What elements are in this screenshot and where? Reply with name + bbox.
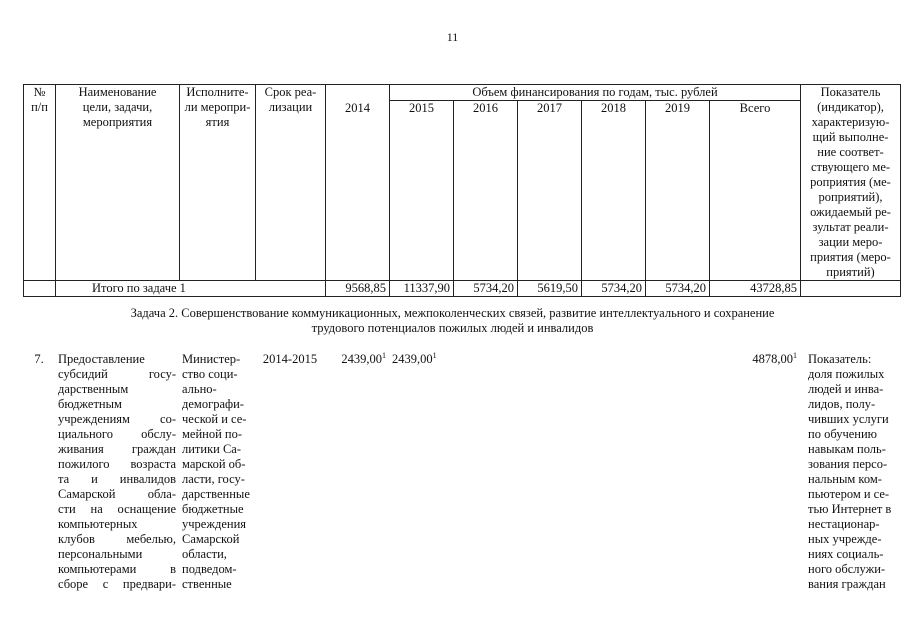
task2-title: Задача 2. Совершенствование коммуникационных, межпоколенческих связей, развитие интеллектуального и сохранение трудового потенциалов пожилых людей и инвалидов — [130, 306, 775, 335]
text-line: навыкам поль- — [808, 442, 886, 456]
row7-2018 — [581, 352, 645, 592]
text-line: подведом- — [182, 562, 237, 576]
text-line: компьютерных — [58, 517, 138, 531]
text-line: Показатель: — [808, 352, 872, 366]
row7-2017 — [517, 352, 581, 592]
text-line: циального обслу- — [58, 427, 176, 441]
total-2017: 5619,50 — [518, 281, 582, 297]
header-term: Срок реа- лизации — [256, 85, 326, 281]
text-line: Предоставление — [58, 352, 145, 366]
text-line: Министер- — [182, 352, 241, 366]
text-line: нальным ком- — [808, 472, 882, 486]
text-line: ство соци- — [182, 367, 238, 381]
text-line: клубов мебелью, — [58, 532, 176, 546]
text-line: ласти, госу- — [182, 472, 245, 486]
footnote-mark: 1 — [382, 350, 386, 360]
text-line: чивших услуги — [808, 412, 889, 426]
text-line: ственные — [182, 577, 232, 591]
row7-2014: 2439,00$^1$ — [341, 350, 386, 366]
text-line: ниях социаль- — [808, 547, 884, 561]
text-line: тью Интернет в — [808, 502, 892, 516]
total-2018: 5734,20 — [582, 281, 646, 297]
row7-num: 7. — [34, 352, 44, 366]
page-number: 11 — [446, 30, 459, 44]
row7-2019 — [645, 352, 709, 592]
text-line: сти на оснащение — [58, 502, 176, 516]
total-all: 43728,85 — [710, 281, 801, 297]
total-row-num — [24, 281, 56, 297]
row7-2015: 2439,00$^1$ — [392, 350, 437, 366]
header-year-2016: 2016 — [454, 101, 518, 281]
text-line: компьютерами в — [58, 562, 176, 576]
header-indicator: Показатель (индикатор), характеризую- щий выполне- ние соответ- ствующего ме- роприятия (ме- роприятий), ожидаемый ре- зультат реали- зации меро- приятия (меро- приятий) — [801, 85, 901, 281]
text-line: дарственные — [182, 487, 250, 501]
text-line: ческой и се- — [182, 412, 247, 426]
funding-table — [23, 84, 901, 297]
total-2019: 5734,20 — [646, 281, 710, 297]
header-year-2014: 2014 — [326, 101, 390, 281]
text-line: нестационар- — [808, 517, 880, 531]
row7-total: 4878,00$^1$ — [752, 350, 797, 366]
row7-term: 2014-2015 — [262, 352, 318, 366]
total-2015: 11337,90 — [390, 281, 454, 297]
text-line: ных учрежде- — [808, 532, 882, 546]
text-line: бюджетные — [182, 502, 244, 516]
total-2014: 9568,85 — [326, 281, 390, 297]
footnote-mark: 1 — [432, 350, 437, 360]
header-funding-title: Объем финансирования по годам, тыс. рублей — [390, 85, 801, 101]
text-line: пожилого возраста — [58, 457, 176, 471]
text-line: марской об- — [182, 457, 246, 471]
row7-indicator — [800, 352, 900, 592]
text-line: учреждения — [182, 517, 247, 531]
text-line: мейной по- — [182, 427, 243, 441]
total-row-label: Итого по задаче 1 — [56, 281, 326, 297]
text-line: дарственным — [58, 382, 129, 396]
header-year-2019: 2019 — [646, 101, 710, 281]
total-2016: 5734,20 — [454, 281, 518, 297]
row-7 — [23, 352, 900, 592]
header-total: Всего — [710, 101, 801, 281]
text-line: ного обслужи- — [808, 562, 886, 576]
text-line: людей и инва- — [808, 382, 884, 396]
text-line: бюджетным — [58, 397, 122, 411]
text-line: та и инвалидов — [58, 472, 176, 486]
text-line: доля пожилых — [808, 367, 885, 381]
row7-2016 — [453, 352, 517, 592]
text-line: живания граждан — [58, 442, 176, 456]
total-indicator — [801, 281, 901, 297]
header-blank — [326, 85, 390, 101]
text-line: литики Са- — [182, 442, 242, 456]
text-line: персональными — [58, 547, 143, 561]
text-line: ально- — [182, 382, 217, 396]
text-line: пьютером и се- — [808, 487, 890, 501]
header-year-2017: 2017 — [518, 101, 582, 281]
header-year-2018: 2018 — [582, 101, 646, 281]
text-line: лидов, полу- — [808, 397, 876, 411]
footnote-mark: 1 — [793, 350, 797, 360]
header-name: Наименование цели, задачи, мероприятия — [56, 85, 180, 281]
text-line: Самарской — [182, 532, 240, 546]
text-line: демографи- — [182, 397, 244, 411]
text-line: субсидий госу- — [58, 367, 176, 381]
text-line: по обучению — [808, 427, 878, 441]
text-line: зования персо- — [808, 457, 888, 471]
header-year-2015: 2015 — [390, 101, 454, 281]
text-line: учреждениям со- — [58, 412, 176, 426]
text-line: Самарской обла- — [58, 487, 176, 501]
text-line: вания граждан — [808, 577, 886, 591]
text-line: области, — [182, 547, 227, 561]
row7-name — [55, 352, 179, 592]
header-num: № п/п — [24, 85, 56, 281]
header-executors: Исполните- ли меропри- ятия — [180, 85, 256, 281]
text-line: сборе с предвари- — [58, 577, 176, 591]
row7-executors — [179, 352, 255, 592]
